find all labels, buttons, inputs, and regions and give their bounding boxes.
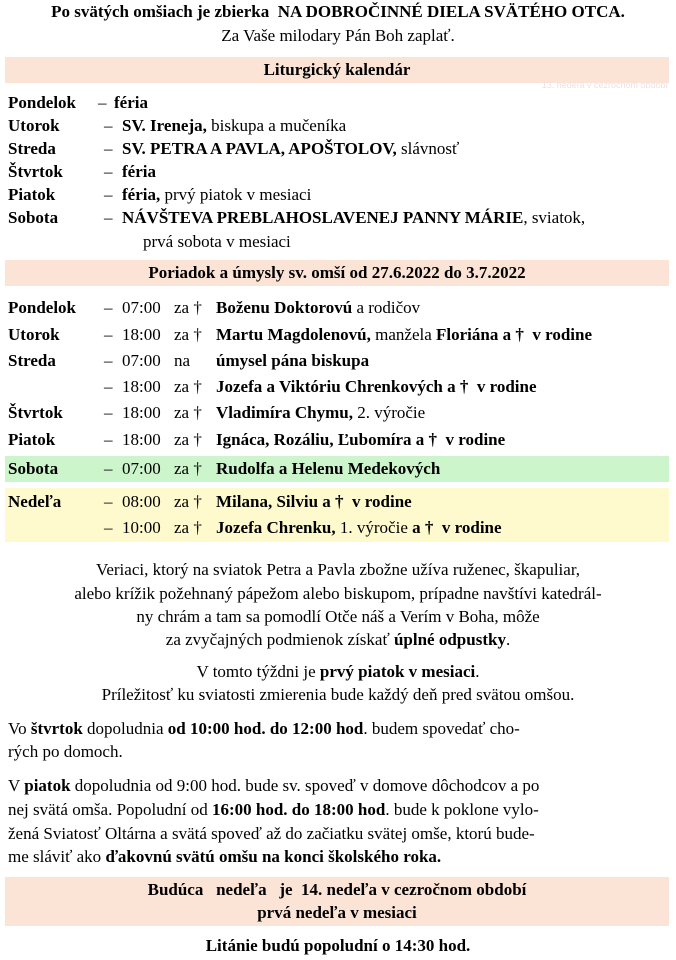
piatok-line-2 — [8, 800, 539, 820]
calendar-rest: biskupa a mučeníka — [206, 116, 347, 135]
calendar-day: Streda — [8, 139, 56, 158]
mass-prep: za † — [174, 518, 202, 537]
mass-time: 18:00 — [122, 325, 161, 344]
calendar-text — [122, 185, 311, 205]
mass-day: Piatok — [8, 430, 56, 449]
calendar-bold: NÁVŠTEVA PREBLAHOSLAVENEJ PANNY MÁRIE — [122, 208, 524, 227]
sick-c: dopoludnia — [82, 719, 168, 738]
piatok-4b: ďakovnú svätú omšu na konci školského roka. — [105, 847, 442, 866]
header-line-2: Za Vaše milodary Pán Boh zaplať. — [221, 26, 455, 45]
mass-prep: za † — [174, 430, 202, 449]
calendar-bold: SV. Ireneja, — [122, 116, 207, 135]
dash: – — [104, 492, 113, 511]
sobota-line-2: prvá sobota v mesiaci — [143, 232, 291, 251]
mass-bold: Jozefa a Viktóriu Chrenkových a † v rodine — [216, 377, 537, 396]
dash: – — [104, 139, 113, 158]
mass-prep: za † — [174, 459, 202, 478]
header-line-1 — [0, 2, 676, 22]
dash: – — [98, 93, 107, 112]
mass-bold: Ignáca, Rozáliu, Ľubomíra a † v rodine — [216, 430, 506, 449]
piatok-2a: nej svätá omša. Popoludní od — [8, 800, 212, 819]
mass-intention — [216, 298, 420, 318]
mass-day: Štvrtok — [8, 403, 63, 422]
mass-prep: za † — [174, 325, 202, 344]
dash: – — [104, 162, 113, 181]
mass-day: Streda — [8, 351, 56, 370]
calendar-day: Piatok — [8, 185, 56, 204]
indulgence-bold: úplné odpustky — [393, 630, 506, 649]
mass-bold: Milana, Silviu a † v rodine — [216, 492, 412, 511]
next-sunday-line-2: prvá nedeľa v mesiaci — [257, 903, 417, 922]
calendar-day: Pondelok — [8, 93, 77, 112]
mass-bold: Rudolfa a Helenu Medekových — [216, 459, 441, 478]
mass-time: 18:00 — [122, 403, 161, 422]
dash: – — [104, 185, 113, 204]
mass-prep: za † — [174, 377, 202, 396]
indulgence-line-3: ny chrám a tam sa pomodlí Otče náš a Verím v Boha, môže — [136, 607, 540, 626]
mass-time: 07:00 — [122, 459, 161, 478]
sick-e: . budem spovedať cho- — [363, 719, 520, 738]
mass-time: 08:00 — [122, 492, 161, 511]
dash: – — [104, 377, 113, 396]
mass-rest: a rodičov — [352, 298, 421, 317]
sick-b: štvrtok — [30, 719, 83, 738]
mass-time: 18:00 — [122, 430, 161, 449]
indulgence-line-4c: . — [505, 630, 511, 649]
calendar-day: Utorok — [8, 116, 60, 135]
piatok-2b: 16:00 hod. do 18:00 hod — [211, 800, 386, 819]
friday-line-1 — [0, 662, 676, 682]
calendar-title: Liturgický kalendár — [5, 57, 669, 83]
sick-line-2: rých po domoch. — [8, 742, 123, 761]
calendar-rest: prvý piatok v mesiaci — [160, 185, 312, 204]
watermark: 13. nedeľa v cezročnom období — [541, 80, 668, 90]
sick-a: Vo — [8, 719, 31, 738]
piatok-2c: . bude k poklone vylo- — [385, 800, 539, 819]
friday-bold: prvý piatok v mesiaci — [319, 662, 476, 681]
next-sunday-band — [5, 877, 669, 926]
mass-rest: 1. výročie — [335, 518, 413, 537]
piatok-1a: V — [8, 776, 25, 795]
mass-rest: 2. výročie — [352, 403, 426, 422]
mass-intention — [216, 377, 537, 397]
piatok-1b: piatok — [24, 776, 71, 795]
mass-bold-2: a † v rodine — [412, 518, 502, 537]
piatok-line-1 — [8, 776, 539, 796]
mass-intention — [216, 459, 440, 479]
mass-time: 07:00 — [122, 298, 161, 317]
piatok-1c: dopoludnia od 9:00 hod. bude sv. spoveď v domove dôchodcov a po — [70, 776, 540, 795]
piatok-line-3: žená Sviatosť Oltárna a svätá spoveď až do začiatku svätej omše, ktorú bude- — [8, 824, 535, 843]
piatok-line-4 — [8, 847, 441, 867]
calendar-text — [122, 116, 346, 136]
header-line-1b: NA DOBROČINNÉ DIELA SVÄTÉHO OTCA. — [277, 2, 625, 21]
dash: – — [104, 459, 113, 478]
mass-prep: za † — [174, 492, 202, 511]
dash: – — [104, 208, 113, 227]
calendar-bold: féria — [114, 93, 148, 112]
dash: – — [104, 430, 113, 449]
mass-intention — [216, 325, 592, 345]
mass-bold: Boženu Doktorovú — [216, 298, 353, 317]
mass-bold: Vladimíra Chymu, — [216, 403, 353, 422]
mass-time: 07:00 — [122, 351, 161, 370]
mass-rest: manžela — [370, 325, 437, 344]
mass-time: 10:00 — [122, 518, 165, 537]
mass-day: Nedeľa — [8, 492, 62, 511]
mass-time: 18:00 — [122, 377, 161, 396]
calendar-text — [122, 139, 459, 159]
calendar-text — [114, 93, 148, 113]
next-sunday-line-1: Budúca nedeľa je 14. nedeľa v cezročnom období — [147, 880, 527, 899]
calendar-rest: , sviatok, — [523, 208, 586, 227]
indulgence-line-1: Veriaci, ktorý na sviatok Petra a Pavla zbožne užíva ruženec, škapuliar, — [95, 560, 581, 579]
mass-bold: Jozefa Chrenku, — [216, 518, 336, 537]
dash: – — [104, 518, 113, 537]
calendar-rest: slávnosť — [396, 139, 460, 158]
dash: – — [104, 298, 113, 317]
friday-line-1a: V tomto týždni je — [196, 662, 320, 681]
calendar-bold: SV. PETRA A PAVLA, APOŠTOLOV, — [122, 139, 397, 158]
mass-prep: na — [174, 351, 191, 370]
calendar-text — [122, 162, 156, 182]
mass-intention — [216, 430, 505, 450]
mass-bold: Martu Magdolenovú, — [216, 325, 371, 344]
header-line-1a: Po svätých omšiach je zbierka — [51, 2, 270, 21]
mass-intention — [216, 492, 412, 512]
sick-d: od 10:00 hod. do 12:00 hod — [167, 719, 364, 738]
dash: – — [104, 351, 113, 370]
indulgence-line-4 — [0, 630, 676, 650]
mass-intention — [216, 403, 425, 423]
mass-bold: úmysel pána biskupa — [216, 351, 370, 370]
mass-day: Pondelok — [8, 298, 77, 317]
dash: – — [104, 116, 113, 135]
friday-line-2: Príležitosť ku sviatosti zmierenia bude každý deň pred svätou omšou. — [101, 685, 575, 704]
calendar-text — [122, 208, 585, 228]
masses-title: Poriadok a úmysly sv. omší od 27.6.2022 do 3.7.2022 — [5, 260, 669, 286]
calendar-day: Sobota — [8, 208, 59, 227]
mass-prep: za † — [174, 403, 202, 422]
mass-bold-2: Floriána a † v rodine — [436, 325, 593, 344]
piatok-4a: me sláviť ako — [8, 847, 106, 866]
calendar-bold: féria — [122, 162, 156, 181]
litany-notice: Litánie budú popoludní o 14:30 hod. — [205, 936, 471, 955]
sick-line-1 — [8, 719, 520, 739]
indulgence-line-2: alebo krížik požehnaný pápežom alebo biskupom, prípadne navštívi katedrál- — [74, 584, 602, 603]
mass-intention — [216, 518, 502, 538]
mass-day: Sobota — [8, 459, 59, 478]
indulgence-line-4a: za zvyčajných podmienok získať — [165, 630, 394, 649]
dash: – — [104, 403, 113, 422]
friday-line-1c: . — [475, 662, 480, 681]
mass-prep: za † — [174, 298, 202, 317]
mass-day: Utorok — [8, 325, 60, 344]
dash: – — [104, 325, 113, 344]
mass-intention — [216, 351, 369, 371]
calendar-day: Štvrtok — [8, 162, 63, 181]
calendar-bold: féria, — [122, 185, 161, 204]
